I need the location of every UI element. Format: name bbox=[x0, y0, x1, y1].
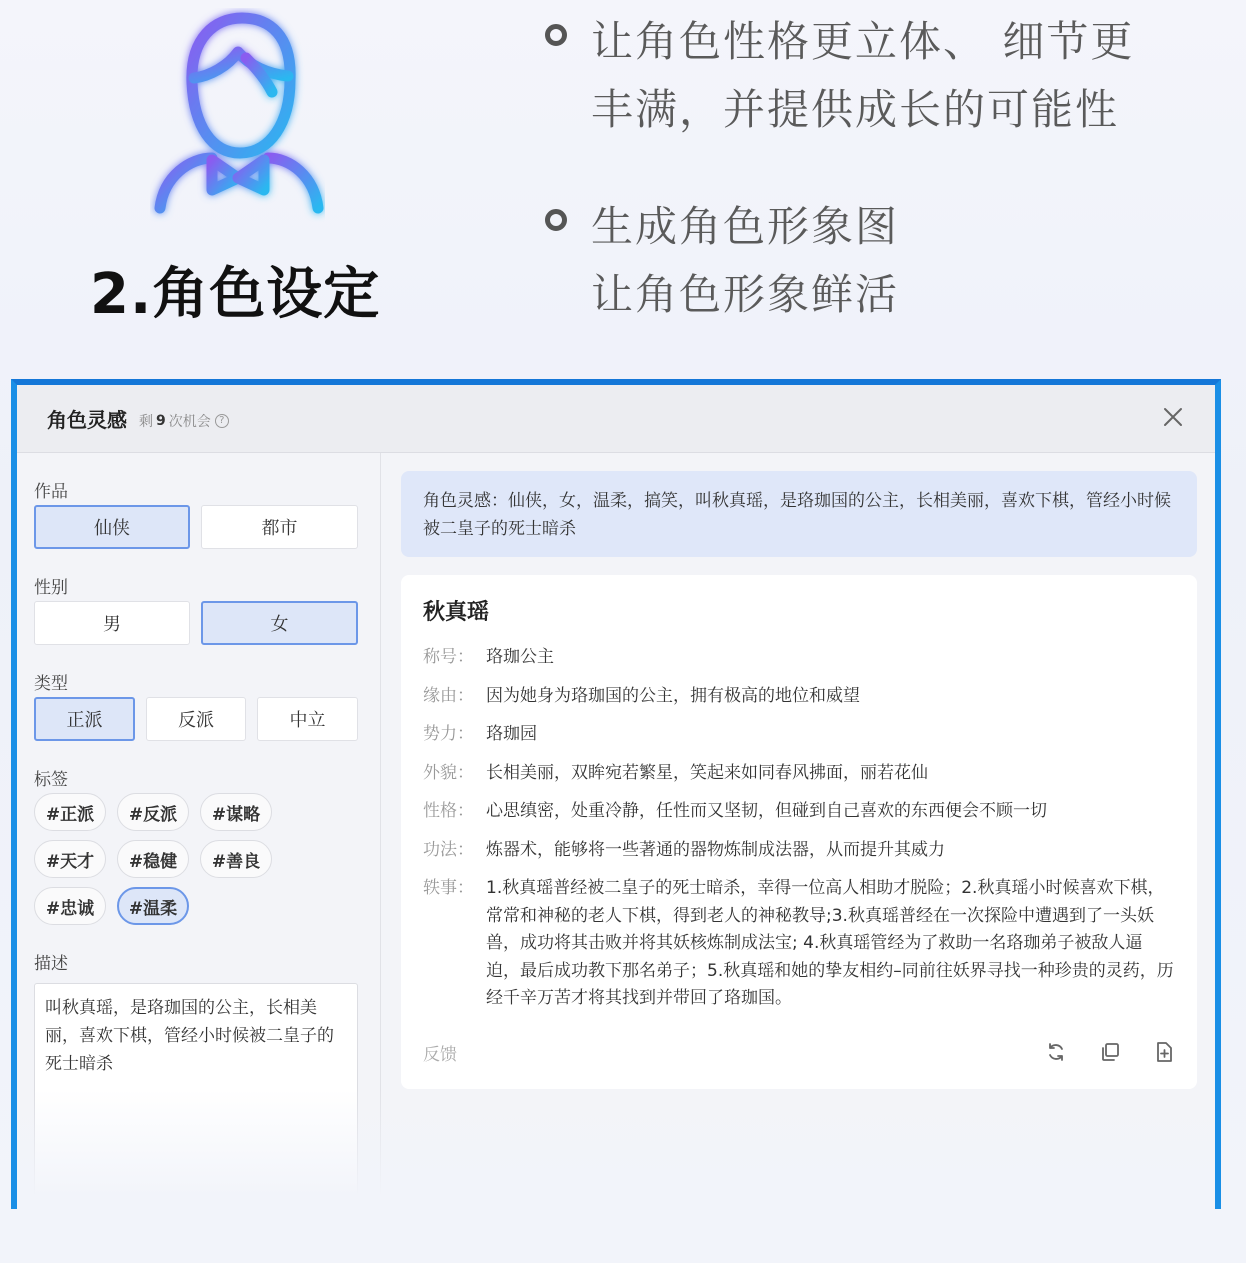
bullet-text-line: 丰满，并提供成长的可能性 bbox=[591, 85, 1120, 134]
bullet-circle-icon bbox=[545, 209, 567, 231]
field-row-appearance bbox=[423, 760, 1175, 788]
close-icon[interactable] bbox=[1161, 405, 1185, 429]
gender-option-female[interactable]: 女 bbox=[201, 601, 358, 645]
character-name: 秋真瑶 bbox=[423, 600, 490, 625]
type-option-righteous[interactable]: 正派 bbox=[34, 697, 135, 741]
add-file-icon[interactable] bbox=[1153, 1041, 1175, 1063]
field-key: 功法： bbox=[423, 839, 474, 860]
dialog-title: 角色灵感 bbox=[47, 408, 127, 432]
field-value: 长相美丽，双眸宛若繁星，笑起来如同春风拂面，丽若花仙 bbox=[486, 762, 928, 783]
dialog-header bbox=[17, 385, 1215, 453]
feedback-link[interactable]: 反馈 bbox=[423, 1044, 457, 1065]
field-value: 1.秋真瑶普经被二皇子的死士暗杀，幸得一位高人相助才脱险；2.秋真瑶小时候喜欢下棋，常常和神秘的老人下棋，得到老人的神秘教导;3.秋真瑶普经在一次探险中遭遇到了一头妖兽，成功将其击败并将其妖核炼制成法宝; 4.秋真瑶管经为了救助一名珞珈弟子被敌人逼迫，最后成功教下那名弟子；5.秋真瑶和她的挚友相约–同前往妖界寻找一种珍贵的灵药，历经千辛万苦才将其找到并带回了珞珈国。 bbox=[486, 878, 1174, 1008]
field-key: 性格： bbox=[423, 801, 474, 821]
type-option-neutral[interactable]: 中立 bbox=[257, 697, 358, 741]
copy-icon[interactable] bbox=[1099, 1041, 1121, 1063]
remaining-prefix: 剩 bbox=[139, 413, 153, 430]
bullet-text-line: 让角色形象鲜活 bbox=[591, 270, 900, 319]
work-option-urban[interactable]: 都市 bbox=[201, 505, 358, 549]
settings-panel bbox=[17, 453, 381, 1209]
bullet-item-personality bbox=[545, 8, 1134, 144]
field-row-personality bbox=[423, 798, 1175, 826]
bullet-item-image bbox=[545, 193, 899, 329]
card-footer bbox=[423, 1039, 1175, 1065]
field-key: 外貌： bbox=[423, 762, 474, 783]
type-label: 类型 bbox=[34, 674, 68, 694]
gender-label: 性别 bbox=[34, 578, 68, 598]
field-row-skill bbox=[423, 837, 1175, 865]
tag-chip[interactable]: #善良 bbox=[200, 840, 272, 878]
description-label: 描述 bbox=[34, 954, 68, 974]
gender-option-male[interactable]: 男 bbox=[34, 601, 190, 645]
work-label: 作品 bbox=[34, 482, 68, 502]
type-option-villain[interactable]: 反派 bbox=[146, 697, 246, 741]
field-value: 因为她身为珞珈国的公主，拥有极高的地位和威望 bbox=[486, 685, 860, 706]
inspiration-prompt: 角色灵感：仙侠，女，温柔，搞笑，叫秋真瑶，是珞珈国的公主，长相美丽，喜欢下棋，管经小时候被二皇子的死士暗杀 bbox=[401, 471, 1197, 557]
field-key: 势力： bbox=[423, 724, 474, 744]
bullet-circle-icon bbox=[545, 24, 567, 46]
remaining-chances bbox=[139, 411, 229, 431]
tag-chip[interactable]: #忠诚 bbox=[34, 887, 106, 925]
refresh-icon[interactable] bbox=[1045, 1041, 1067, 1063]
tag-chip[interactable]: #正派 bbox=[34, 793, 106, 831]
tag-chip[interactable]: #天才 bbox=[34, 840, 106, 878]
user-avatar-icon bbox=[150, 8, 325, 233]
field-value: 心思缜密，处重冷静，任性而又坚韧，但碰到自己喜欢的东西便会不顾一切 bbox=[486, 801, 1047, 821]
character-inspiration-dialog bbox=[11, 379, 1221, 1209]
description-textarea[interactable]: 叫秋真瑶，是珞珈国的公主，长相美丽，喜欢下棋，管经小时候被二皇子的死士暗杀 bbox=[34, 983, 358, 1209]
field-row-faction bbox=[423, 721, 1175, 749]
tag-chip[interactable]: #反派 bbox=[117, 793, 189, 831]
tag-chip[interactable]: #谋略 bbox=[200, 793, 272, 831]
work-option-xianxia[interactable]: 仙侠 bbox=[34, 505, 190, 549]
remaining-count: 9 bbox=[156, 412, 166, 429]
field-key: 称号： bbox=[423, 647, 474, 667]
character-result-card bbox=[401, 575, 1197, 1089]
field-row-reason bbox=[423, 683, 1175, 711]
remaining-suffix: 次机会 bbox=[168, 413, 211, 430]
bullet-text-line: 生成角色形象图 bbox=[591, 202, 900, 251]
field-row-anecdotes bbox=[423, 875, 1175, 1013]
tags-label: 标签 bbox=[34, 770, 68, 790]
field-value: 炼器术，能够将一些著通的器物炼制成法器，从而提升其威力 bbox=[486, 839, 945, 860]
section-title: 2.角色设定 bbox=[90, 262, 381, 327]
card-actions bbox=[1045, 1041, 1175, 1063]
field-key: 轶事： bbox=[423, 878, 474, 898]
bullet-text-line: 让角色性格更立体、 细节更 bbox=[591, 17, 1135, 66]
help-icon[interactable]: ? bbox=[215, 414, 229, 428]
field-value: 珞珈园 bbox=[486, 724, 537, 744]
tag-chip[interactable]: #稳健 bbox=[117, 840, 189, 878]
field-key: 缘由： bbox=[423, 685, 474, 706]
field-row-title bbox=[423, 644, 1175, 672]
field-value: 珞珈公主 bbox=[486, 647, 554, 667]
tag-chip-selected[interactable]: #温柔 bbox=[117, 887, 189, 925]
